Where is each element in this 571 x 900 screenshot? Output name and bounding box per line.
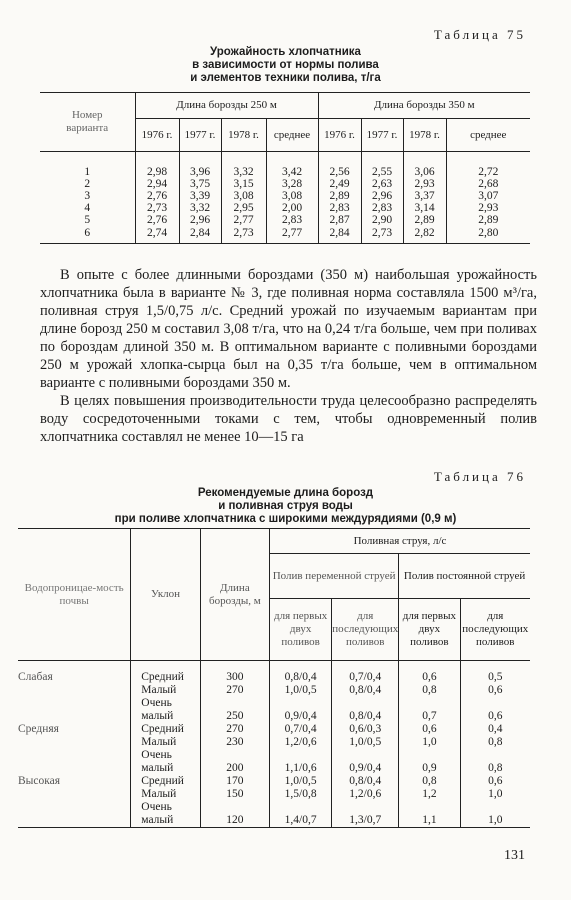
table76-cell: 1,0/0,5 xyxy=(332,736,399,749)
table75-cell: 3,39 xyxy=(189,189,211,202)
table75-title-line: Урожайность хлопчатника xyxy=(210,46,361,58)
table76-title-line: при поливе хлопчатника с широкими междурядиями (0,9 м) xyxy=(114,513,457,525)
table75-cell: 2,73 xyxy=(146,202,168,215)
table75-cell: 3,75 xyxy=(189,177,211,190)
table75-year-header: 1976 г. xyxy=(318,119,361,152)
table76-cell: 0,5 xyxy=(460,671,530,684)
table76-cell: 1,0/0,5 xyxy=(269,775,331,788)
table76-header-length: Длина борозды, м xyxy=(200,529,269,661)
table76-permeability-label: Слабая xyxy=(18,671,53,683)
table76-cell: 0,6 xyxy=(460,697,530,723)
table76-cell: 0,7 xyxy=(399,697,460,723)
table76-length: 270 xyxy=(200,684,269,697)
table75-cell: 3,96 xyxy=(189,165,211,178)
table76-cell: 0,9/0,4 xyxy=(332,749,399,775)
table76-caption: Таблица 76 xyxy=(433,469,526,484)
paragraph: В опыте с более длинными бороздами (350 м) наибольшая урожайность хлопчатника была в варианте № 3, где поливная норма составляла 1500 м³/га, поливная струя 1,5/0,75 л/с. Средний урожай по изучаемым вариантам при длине борозд 250 м составил 3,08 т/га, что на 0,24 т/га больше, чем при поливах по бороздам длиной 350 м. В оптимальном варианте с поливными бороздами 250 м урожай хлопка-сырца был на 0,35 т/га больше, чем в оптимальном варианте с поливными бороздами 350 м. xyxy=(40,267,537,391)
table76 xyxy=(18,528,530,828)
table75-cell: 3,08 xyxy=(281,189,303,202)
table76-title-line: и поливная струя воды xyxy=(218,500,353,512)
table75-cell: 2,00 xyxy=(281,202,303,215)
table75-cell: 3,08 xyxy=(233,189,254,202)
table75-cell: 2,72 xyxy=(478,165,499,178)
table76-cell: 1,0/0,5 xyxy=(269,684,331,697)
table76-title xyxy=(0,487,571,526)
table75-cell: 2,98 xyxy=(146,165,168,178)
table75-cell: 2,89 xyxy=(478,214,499,227)
table75-cell: 2,84 xyxy=(329,226,350,239)
table75-year-header: среднее xyxy=(266,119,318,152)
table75-cell: 2,63 xyxy=(371,177,393,190)
table75-cell: 2,96 xyxy=(189,214,211,227)
table76-cell: 0,8/0,4 xyxy=(332,775,399,788)
table76-cell: 1,5/0,8 xyxy=(269,788,331,801)
table76-length: 200 xyxy=(200,749,269,775)
table76-cell: 0,6 xyxy=(399,671,460,684)
table75-year-header: 1978 г. xyxy=(221,119,266,152)
table76-cell: 1,3/0,7 xyxy=(332,801,399,828)
table75-col-1976-350 xyxy=(318,166,361,244)
table76-cell: 0,6 xyxy=(460,684,530,697)
table76-header-following: для последующих поливов xyxy=(460,599,530,661)
table75-cell: 2,83 xyxy=(281,214,303,227)
table76-length: 300 xyxy=(200,671,269,684)
table75-header-250: Длина борозды 250 м xyxy=(135,93,318,119)
table75-cell: 2,93 xyxy=(478,202,499,215)
table75-col-avg-250 xyxy=(266,166,318,244)
table75-cell: 3,37 xyxy=(414,189,435,202)
table75-cell: 2,89 xyxy=(329,189,350,202)
body-text xyxy=(40,266,537,446)
table76-cell: 0,7/0,4 xyxy=(269,723,331,736)
table75-cell: 2,93 xyxy=(414,177,435,190)
table76-permeability-label: Высокая xyxy=(18,775,61,787)
table75-cell: 2,87 xyxy=(329,214,350,227)
table76-length: 150 xyxy=(200,788,269,801)
table76-cell: 0,8/0,4 xyxy=(269,671,331,684)
table76-header-first-two: для первых двух поливов xyxy=(399,599,460,661)
table76-header-variable: Полив переменной струей xyxy=(269,554,398,599)
table76-permeability-label: Средняя xyxy=(18,723,59,735)
table76-title-line: Рекомендуемые длина борозд xyxy=(197,487,374,499)
table75-cell: 3,28 xyxy=(281,177,303,190)
table76-cell: 0,8/0,4 xyxy=(332,697,399,723)
table75-cell: 2,83 xyxy=(371,202,393,215)
table75-cell: 2,94 xyxy=(146,177,168,190)
table75 xyxy=(40,92,530,244)
table75-variant-number: 6 xyxy=(84,226,91,239)
table75-cell: 2,77 xyxy=(281,226,303,239)
table75-cell: 2,82 xyxy=(414,226,435,239)
table75-cell: 2,74 xyxy=(146,226,168,239)
table75-cell: 2,95 xyxy=(233,202,254,215)
table75-cell: 2,83 xyxy=(329,202,350,215)
table76-cell: 1,1 xyxy=(399,801,460,828)
table75-cell: 2,73 xyxy=(233,226,254,239)
table75-cell: 2,89 xyxy=(414,214,435,227)
table75-cell: 3,32 xyxy=(189,202,211,215)
table76-cell: 1,0 xyxy=(460,801,530,828)
paragraph: В целях повышения производительности труда целесообразно распределять воду сосредоточенными токами с тем, чтобы одновременный полив хлопчатника составлял не менее 10—15 га xyxy=(40,393,537,445)
table75-variant-number: 1 xyxy=(84,165,91,178)
table75-col-1978-350 xyxy=(403,166,446,244)
table75-cell: 3,07 xyxy=(478,189,499,202)
table75-cell: 2,76 xyxy=(146,214,168,227)
table76-header-slope: Уклон xyxy=(131,529,201,661)
table75-variant-number: 3 xyxy=(84,189,91,202)
table76-cell: 1,2/0,6 xyxy=(332,788,399,801)
table76-cell: 0,7/0,4 xyxy=(332,671,399,684)
table76-slope: Средний xyxy=(131,723,201,736)
table75-title xyxy=(0,46,571,85)
table75-title-line: в зависимости от нормы полива xyxy=(192,59,379,71)
table75-col-1977-250 xyxy=(179,166,221,244)
table76-cell: 0,9/0,4 xyxy=(269,697,331,723)
table75-cell: 2,77 xyxy=(233,214,254,227)
table76-slope: Малый xyxy=(131,684,201,697)
table76-length: 270 xyxy=(200,723,269,736)
table76-cell: 0,8 xyxy=(399,684,460,697)
table76-cell: 0,6 xyxy=(460,775,530,788)
table76-length: 120 xyxy=(200,801,269,828)
table75-col-1976-250 xyxy=(135,166,179,244)
table75-cell: 2,80 xyxy=(478,226,499,239)
table76-cell: 1,0 xyxy=(399,736,460,749)
table75-cell: 3,42 xyxy=(281,165,303,178)
table75-col-1977-350 xyxy=(361,166,403,244)
table76-cell: 0,6 xyxy=(399,723,460,736)
table76-length: 170 xyxy=(200,775,269,788)
table76-slope: Средний xyxy=(131,671,201,684)
table76-cell: 1,2 xyxy=(399,788,460,801)
table76-cell: 1,0 xyxy=(460,788,530,801)
table75-year-header: 1976 г. xyxy=(135,119,179,152)
table75-cell: 3,14 xyxy=(414,202,435,215)
table75-cell: 2,68 xyxy=(478,177,499,190)
table75-cell: 3,32 xyxy=(233,165,254,178)
table76-cell: 0,8 xyxy=(399,775,460,788)
table76-cell: 0,8 xyxy=(460,749,530,775)
table76-cell: 1,1/0,6 xyxy=(269,749,331,775)
table75-title-line: и элементов техники полива, т/га xyxy=(190,72,381,84)
table76-cell: 0,8 xyxy=(460,736,530,749)
table75-variant-column xyxy=(40,166,135,244)
table76-cell: 1,4/0,7 xyxy=(269,801,331,828)
table76-cell: 1,2/0,6 xyxy=(269,736,331,749)
table76-header-first-two: для первых двух поливов xyxy=(269,599,331,661)
table75-header-variant: Номер варианта xyxy=(40,93,135,152)
table76-slope: Очень малый xyxy=(131,801,201,828)
table75-cell: 3,06 xyxy=(414,165,435,178)
page-number: 131 xyxy=(504,848,525,863)
table75-cell: 2,55 xyxy=(371,165,393,178)
table75-cell: 2,73 xyxy=(371,226,393,239)
table75-year-header: 1978 г. xyxy=(403,119,446,152)
table75-header-350: Длина борозды 350 м xyxy=(318,93,530,119)
table76-length: 250 xyxy=(200,697,269,723)
table75-year-header: 1977 г. xyxy=(179,119,221,152)
table75-cell: 2,76 xyxy=(146,189,168,202)
table76-cell: 0,9 xyxy=(399,749,460,775)
table75-caption: Таблица 75 xyxy=(433,27,526,42)
table76-header-following: для последующих поливов xyxy=(332,599,399,661)
table76-slope: Очень малый xyxy=(131,749,201,775)
table75-cell: 3,15 xyxy=(233,177,254,190)
table75-variant-number: 2 xyxy=(84,177,91,190)
table75-col-avg-350 xyxy=(446,166,530,244)
table76-slope: Очень малый xyxy=(131,697,201,723)
table75-variant-number: 4 xyxy=(84,202,91,215)
table76-slope: Малый xyxy=(131,736,201,749)
table76-slope: Средний xyxy=(131,775,201,788)
table76-header-permeability: Водопроницае-мость почвы xyxy=(18,529,131,661)
table75-cell: 2,56 xyxy=(329,165,350,178)
table75-col-1978-250 xyxy=(221,166,266,244)
table76-cell: 0,6/0,3 xyxy=(332,723,399,736)
table75-year-header: среднее xyxy=(446,119,530,152)
table76-cell: 0,4 xyxy=(460,723,530,736)
table76-header-constant: Полив постоянной струей xyxy=(399,554,530,599)
table75-cell: 2,49 xyxy=(329,177,350,190)
table75-cell: 2,90 xyxy=(371,214,393,227)
table75-cell: 2,96 xyxy=(371,189,393,202)
table76-header-stream: Поливная струя, л/с xyxy=(269,529,530,554)
table76-cell: 0,8/0,4 xyxy=(332,684,399,697)
table75-year-header: 1977 г. xyxy=(361,119,403,152)
table76-length: 230 xyxy=(200,736,269,749)
table75-cell: 2,84 xyxy=(189,226,211,239)
table75-variant-number: 5 xyxy=(84,214,91,227)
table76-slope: Малый xyxy=(131,788,201,801)
